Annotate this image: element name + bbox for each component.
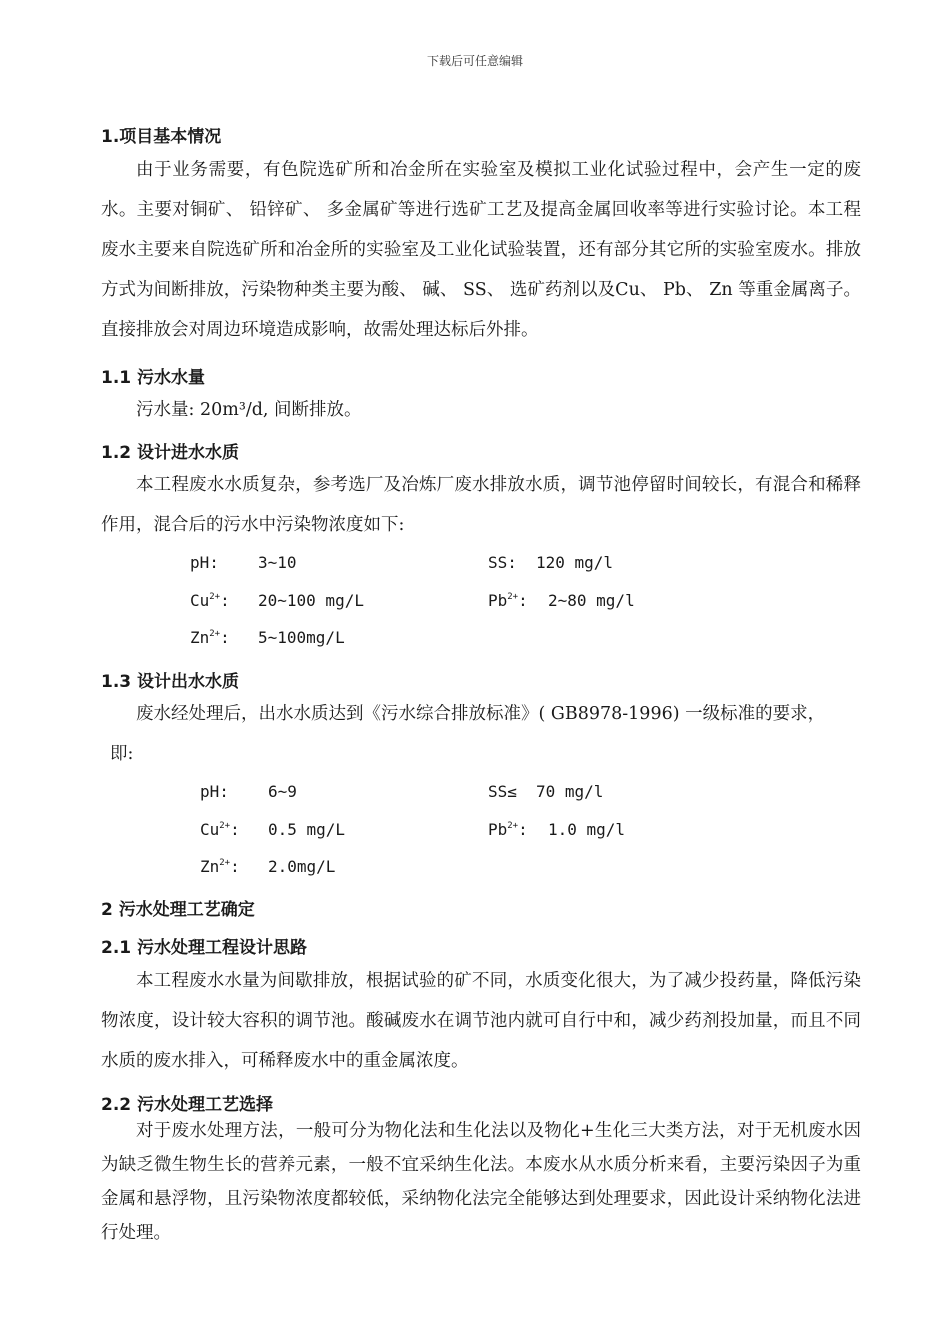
influent-cu-label: Cu bbox=[190, 591, 210, 610]
section-1-3-paragraph-line1: 废水经处理后，出水水质达到《污水综合排放标准》( GB8978-1996) 一级标准的要求， bbox=[136, 704, 826, 724]
influent-zn bbox=[190, 628, 345, 648]
effluent-pb-charge: 2+ bbox=[507, 821, 519, 831]
influent-cu bbox=[190, 591, 364, 611]
influent-cu-charge: 2+ bbox=[209, 592, 221, 602]
effluent-cu-colon: : bbox=[230, 820, 240, 839]
effluent-zn bbox=[200, 857, 335, 877]
page-header: 下载后可任意编辑 bbox=[426, 54, 523, 68]
effluent-pb-colon: : bbox=[518, 820, 528, 839]
section-1-3-title: 1.3 设计出水水质 bbox=[101, 672, 240, 692]
section-1-3-paragraph-line2: 即: bbox=[110, 744, 134, 764]
effluent-cu-charge: 2+ bbox=[219, 821, 231, 831]
section-2-1-title: 2.1 污水处理工程设计思路 bbox=[101, 938, 308, 958]
section-2-2-title: 2.2 污水处理工艺选择 bbox=[101, 1095, 274, 1115]
influent-cu-value: 20~100 mg/L bbox=[258, 591, 364, 610]
influent-ph-value: 3~10 bbox=[258, 553, 297, 572]
influent-ph-label: pH: bbox=[190, 553, 219, 572]
effluent-zn-label: Zn bbox=[200, 857, 220, 876]
effluent-pb bbox=[488, 820, 625, 840]
effluent-cu-label: Cu bbox=[200, 820, 220, 839]
section-1-1-paragraph: 污水量: 20m³/d, 间断排放。 bbox=[136, 400, 362, 420]
effluent-zn-charge: 2+ bbox=[219, 858, 231, 868]
section-2-2-paragraph: 对于废水处理方法，一般可分为物化法和生化法以及物化+生化三大类方法，对于无机废水因为缺乏微生物生长的营养元素，一般不宜采纳生化法。本废水从水质分析来看，主要污染因子为重金属和悬浮物，且污染物浓度都较低，采纳物化法完全能够达到处理要求，因此设计采纳物化法进行处理。 bbox=[101, 1121, 861, 1243]
effluent-pb-label: Pb bbox=[488, 820, 508, 839]
influent-cu-colon: : bbox=[220, 591, 230, 610]
influent-pb-label: Pb bbox=[488, 591, 508, 610]
section-1-2-title: 1.2 设计进水水质 bbox=[101, 443, 240, 463]
section-1-paragraph: 由于业务需要，有色院选矿所和冶金所在实验室及模拟工业化试验过程中，会产生一定的废水。主要对铜矿、 铅锌矿、 多金属矿等进行选矿工艺及提高金属回收率等进行实验讨论。本工程废水主要来自院选矿所和冶金所的实验室及工业化试验装置，还有部分其它所的实验室废水。排放方式为间断排放，污染物种类主要为酸、 碱、 SS、 选矿药剂以及Cu、 Pb、 Zn 等重金属离子。直接排放会对周边环境造成影响，故需处理达标后外排。 bbox=[101, 160, 861, 340]
effluent-ph-value: 6~9 bbox=[268, 782, 297, 801]
influent-ph bbox=[190, 553, 297, 573]
influent-pb-charge: 2+ bbox=[507, 592, 519, 602]
influent-ss-label: SS: bbox=[488, 553, 517, 572]
effluent-cu-value: 0.5 mg/L bbox=[268, 820, 346, 839]
effluent-ph bbox=[200, 782, 297, 802]
section-1-title: 1.项目基本情况 bbox=[101, 127, 222, 147]
section-2-title: 2 污水处理工艺确定 bbox=[101, 900, 255, 920]
section-2-1-paragraph: 本工程废水水量为间歇排放，根据试验的矿不同，水质变化很大，为了减少投药量，降低污染物浓度，设计较大容积的调节池。酸碱废水在调节池内就可自行中和，减少药剂投加量，而且不同水质的废水排入，可稀释废水中的重金属浓度。 bbox=[101, 971, 861, 1071]
influent-ss-value: 120 mg/l bbox=[536, 553, 614, 572]
influent-pb-colon: : bbox=[518, 591, 528, 610]
influent-zn-label: Zn bbox=[190, 628, 210, 647]
influent-ss bbox=[488, 553, 613, 573]
effluent-zn-colon: : bbox=[230, 857, 240, 876]
section-1-1-title: 1.1 污水水量 bbox=[101, 368, 206, 388]
influent-zn-value: 5~100mg/L bbox=[258, 628, 345, 647]
influent-pb bbox=[488, 591, 635, 611]
effluent-ss bbox=[488, 782, 603, 802]
effluent-ph-label: pH: bbox=[200, 782, 229, 801]
effluent-zn-value: 2.0mg/L bbox=[268, 857, 336, 876]
influent-zn-colon: : bbox=[220, 628, 230, 647]
effluent-cu bbox=[200, 820, 345, 840]
effluent-ss-label: SS≤ bbox=[488, 782, 517, 801]
section-1-2-paragraph: 本工程废水水质复杂，参考选厂及冶炼厂废水排放水质，调节池停留时间较长，有混合和稀释作用，混合后的污水中污染物浓度如下: bbox=[101, 475, 861, 535]
influent-pb-value: 2~80 mg/l bbox=[548, 591, 635, 610]
influent-zn-charge: 2+ bbox=[209, 629, 221, 639]
effluent-ss-value: 70 mg/l bbox=[536, 782, 604, 801]
effluent-pb-value: 1.0 mg/l bbox=[548, 820, 626, 839]
